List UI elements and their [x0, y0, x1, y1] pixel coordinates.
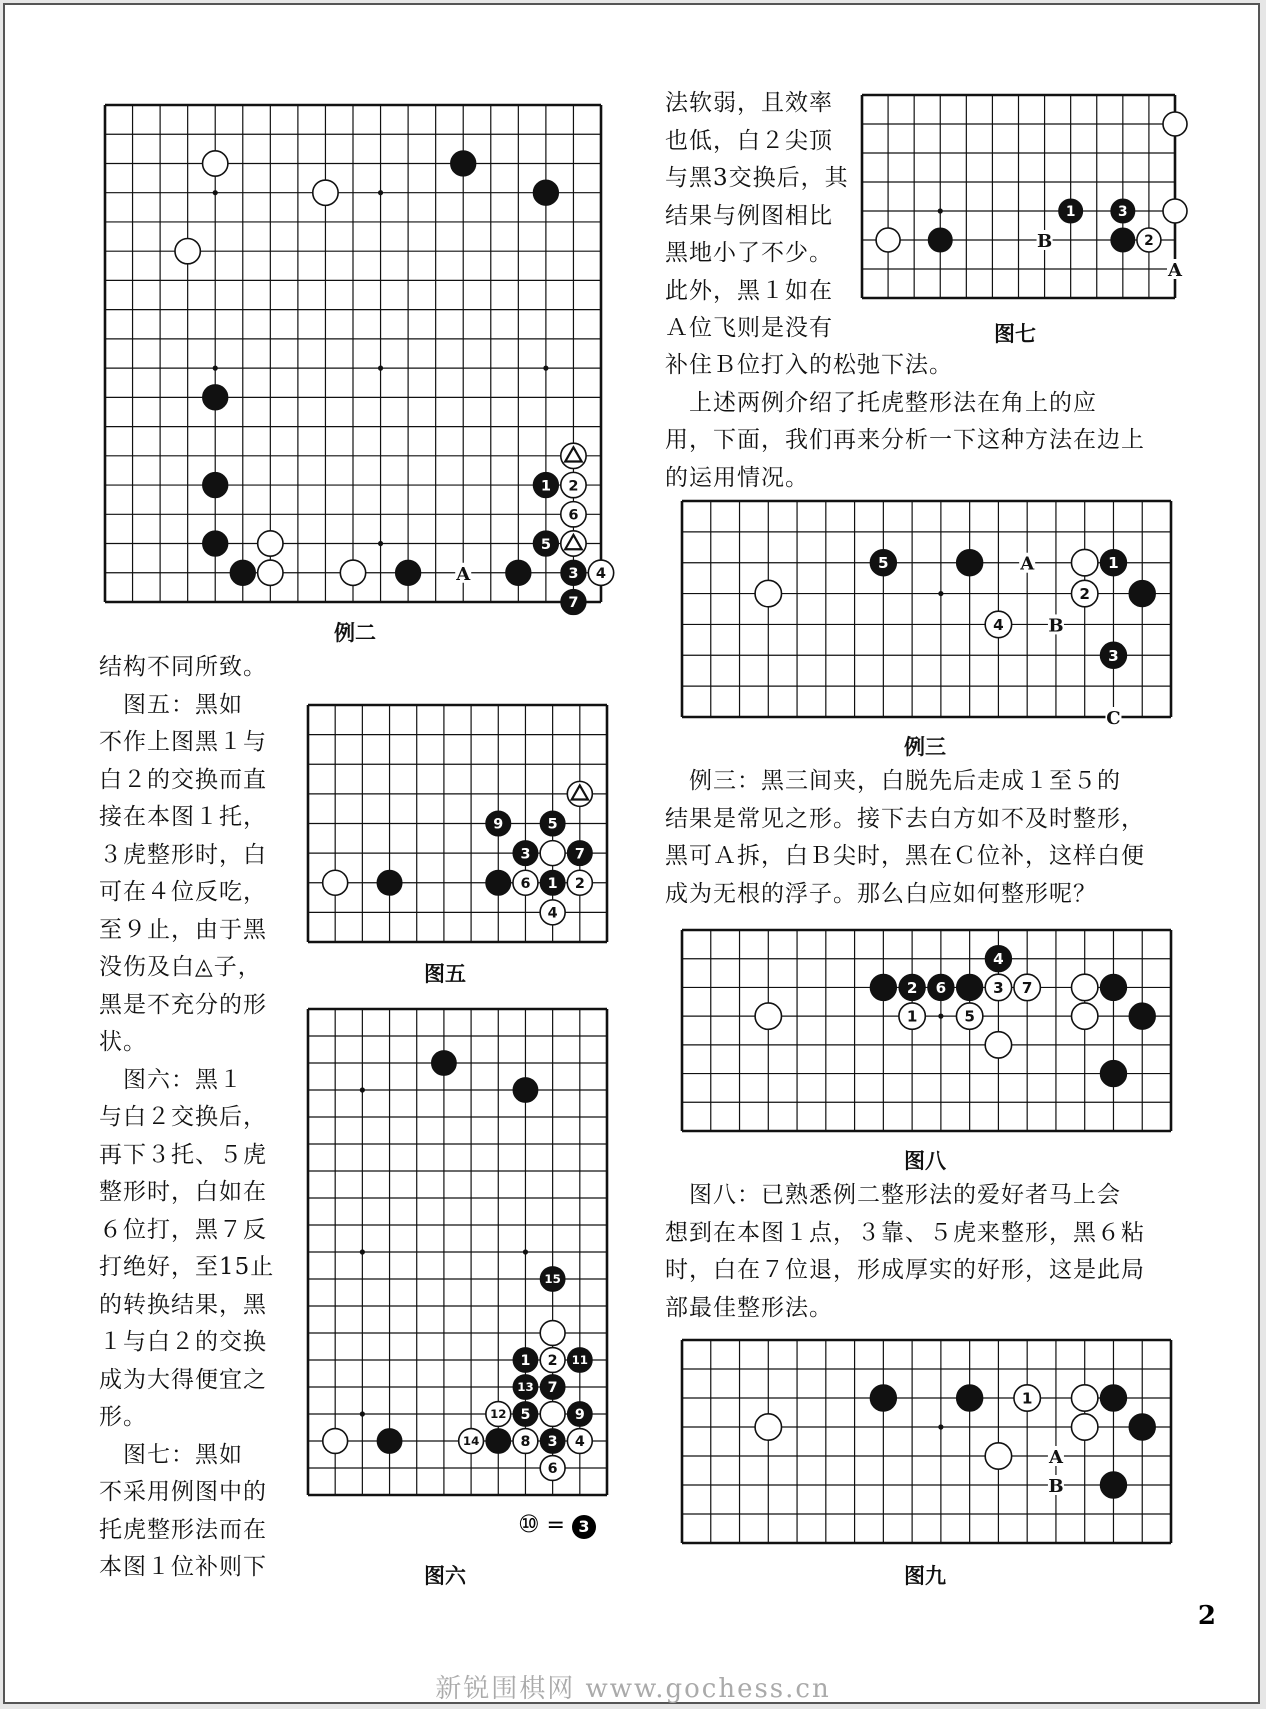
move-number: 9	[574, 1407, 585, 1424]
caption-figure-9: 图九	[904, 1564, 946, 1588]
diagram-figure-6	[308, 1009, 607, 1495]
text-line: 补住Ｂ位打入的松弛下法。	[665, 352, 953, 378]
black-stone	[928, 228, 952, 252]
move-number: 3	[1118, 203, 1128, 220]
black-stone	[230, 560, 255, 585]
text-line: 打绝好，至15止	[99, 1254, 275, 1280]
white-stone	[313, 180, 338, 205]
go-board	[862, 95, 1182, 298]
white-stone	[755, 1414, 781, 1440]
black-stone	[1100, 1385, 1126, 1411]
move-number: 13	[517, 1380, 534, 1395]
white-stone	[323, 870, 348, 895]
move-number: 3	[568, 565, 579, 583]
move-number: 2	[568, 477, 579, 495]
black-stone	[1100, 974, 1126, 1000]
diagram-figure-8	[682, 930, 1171, 1131]
move-number: 2	[547, 1353, 558, 1370]
text-line: 状。	[99, 1029, 147, 1055]
white-stone	[203, 151, 228, 176]
text-line: Ａ位飞则是没有	[665, 315, 833, 341]
text-line: 图八：已熟悉例二整形法的爱好者马上会	[665, 1182, 1121, 1208]
point-letter-a: A	[1020, 553, 1035, 575]
go-board	[308, 705, 607, 942]
white-stone	[1071, 974, 1097, 1000]
text-line: 白２的交换而直	[99, 766, 267, 793]
text-line: 托虎整形法而在	[99, 1516, 267, 1543]
black-stone	[506, 560, 531, 585]
move-number: 5	[547, 816, 558, 833]
text-line: 本图１位补则下	[99, 1554, 267, 1580]
text-example-3	[665, 763, 1145, 913]
go-board	[308, 1009, 607, 1495]
move-number: 7	[574, 846, 585, 863]
move-number: 1	[520, 1353, 531, 1370]
black-stone	[956, 1385, 982, 1411]
white-stone	[1071, 1414, 1097, 1440]
diagram-example-3	[682, 501, 1171, 729]
white-stone	[258, 531, 283, 556]
move-number: 1	[1021, 1389, 1033, 1408]
move-number: 4	[547, 905, 558, 922]
text-figure-8	[665, 1177, 1145, 1327]
text-line: 也低，白２尖顶	[665, 127, 833, 154]
text-left-column	[99, 649, 274, 1587]
text-line: 成为大得便宜之	[99, 1366, 267, 1393]
go-board	[682, 501, 1171, 729]
black-stone	[1100, 1472, 1126, 1498]
star-point	[938, 208, 943, 213]
caption-example-2: 例二	[334, 621, 376, 645]
text-line: 用，下面，我们再来分析一下这种方法在边上	[665, 427, 1145, 453]
diagram-example-2	[105, 105, 607, 612]
text-line: 接在本图１托，	[99, 804, 267, 830]
point-letter-b: B	[1048, 1476, 1064, 1497]
go-board	[105, 105, 607, 612]
caption-figure-8: 图八	[904, 1149, 946, 1173]
black-stone	[451, 151, 476, 176]
move-number: 11	[571, 1353, 589, 1368]
white-stone	[1163, 199, 1187, 223]
move-number: 8	[520, 1434, 531, 1451]
point-letter-c: C	[1106, 708, 1121, 729]
text-line: 结果与例图相比	[665, 202, 833, 229]
text-right-top	[665, 85, 849, 348]
text-line: 上述两例介绍了托虎整形法在角上的应	[665, 389, 1097, 416]
star-point	[378, 190, 383, 195]
diagram-figure-7	[862, 95, 1182, 298]
star-point	[360, 1249, 365, 1254]
text-line: 黑可Ａ拆，白Ｂ尖时，黑在Ｃ位补，这样白便	[665, 843, 1145, 869]
star-point	[543, 366, 548, 371]
text-line: 结果是常见之形。接下去白方如不及时整形，	[665, 805, 1145, 832]
text-line: 不作上图黑１与	[99, 729, 267, 755]
star-point	[213, 190, 218, 195]
move-number: 1	[1108, 554, 1119, 573]
move-number: 5	[540, 535, 551, 553]
black-stone	[395, 560, 420, 585]
white-stone	[540, 1321, 565, 1346]
move-number: 7	[1021, 978, 1033, 997]
black-stone	[1129, 580, 1155, 606]
black-stone	[1129, 1414, 1155, 1440]
text-line: 的转换结果，黑	[99, 1291, 267, 1318]
move-number: 14	[462, 1434, 480, 1449]
move-number: 1	[906, 1007, 918, 1026]
go-board	[682, 1340, 1171, 1543]
text-line: 想到在本图１点，３靠、５虎来整形，黑６粘	[665, 1219, 1145, 1246]
text-line: １与白２的交换	[99, 1329, 267, 1355]
move-number: 5	[964, 1007, 975, 1026]
move-number: 1	[547, 875, 558, 892]
move-number: 5	[878, 554, 889, 573]
text-line: 不采用例图中的	[99, 1479, 267, 1505]
black-stone	[203, 531, 228, 556]
star-point	[378, 541, 383, 546]
go-board	[682, 930, 1171, 1131]
move-number: 2	[574, 875, 585, 892]
point-letter-a: A	[1048, 1447, 1063, 1468]
star-point	[378, 366, 383, 371]
text-line: 至９止，由于黑	[99, 916, 267, 943]
black-stone	[1100, 1060, 1126, 1086]
text-line: 与白２交换后，	[99, 1104, 267, 1130]
move-number: 6	[568, 506, 579, 524]
star-point	[938, 1424, 943, 1429]
white-stone	[876, 228, 900, 252]
text-line: 例三：黑三间夹，白脱先后走成１至５的	[665, 768, 1121, 794]
move-number: 4	[595, 565, 607, 583]
move-number: 7	[547, 1380, 558, 1397]
move-number: 4	[993, 950, 1004, 969]
black-stone	[533, 180, 558, 205]
star-point	[213, 366, 218, 371]
caption-figure-7: 图七	[994, 322, 1036, 346]
white-stone	[1071, 1003, 1097, 1029]
black-stone	[203, 385, 228, 410]
move-number: 3	[520, 846, 531, 863]
black-stone	[1111, 228, 1135, 252]
move-number: 1	[1065, 203, 1076, 220]
white-stone	[985, 1443, 1011, 1469]
move-number: 6	[520, 875, 531, 892]
star-point	[938, 1014, 943, 1019]
text-line: 黑地小了不少。	[665, 240, 833, 266]
text-line: 成为无根的浮子。那么白应如何整形呢？	[665, 880, 1097, 907]
point-letter-b: B	[1048, 615, 1064, 637]
black-stone	[956, 974, 982, 1000]
white-stone	[755, 1003, 781, 1029]
star-point	[523, 1249, 528, 1254]
move-number: 4	[574, 1434, 585, 1451]
black-stone	[203, 472, 228, 497]
black-stone	[870, 974, 896, 1000]
note-equals: =	[546, 1513, 565, 1538]
text-line: 整形时，白如在	[99, 1179, 267, 1205]
text-line: 法软弱，且效率	[665, 90, 833, 116]
move-number: 7	[568, 594, 579, 612]
move-number: 15	[544, 1272, 561, 1287]
move-number: 3	[1108, 646, 1119, 665]
black-stone	[377, 870, 402, 895]
move-number: 5	[520, 1407, 531, 1424]
move-number: 6	[547, 1461, 558, 1478]
point-letter-b: B	[1036, 231, 1053, 252]
text-right-middle	[665, 347, 1145, 497]
move-number: 12	[490, 1407, 507, 1422]
move-number: 3	[993, 978, 1004, 997]
text-line: ３虎整形时，白	[99, 841, 267, 868]
diagram-figure-9	[682, 1340, 1171, 1543]
white-stone	[985, 1032, 1011, 1058]
black-stone	[1129, 1003, 1155, 1029]
text-line: 再下３托、５虎	[99, 1141, 267, 1168]
text-line: 图五：黑如	[99, 691, 243, 718]
black-stone	[956, 549, 982, 575]
black-stone	[513, 1078, 538, 1103]
note-white-10: ⑩	[518, 1510, 540, 1538]
text-line: 可在４位反吃，	[99, 879, 267, 905]
move-number: 4	[993, 615, 1004, 634]
text-line: 时，白在７位退，形成厚实的好形，这是此局	[665, 1257, 1145, 1283]
star-point	[938, 591, 943, 596]
caption-figure-5: 图五	[424, 962, 466, 986]
move-number: 1	[540, 477, 551, 495]
white-stone	[1163, 112, 1187, 136]
watermark: 新锐围棋网 www.gochess.cn	[435, 1674, 831, 1704]
white-stone	[1071, 1385, 1097, 1411]
white-stone	[755, 580, 781, 606]
white-stone	[175, 239, 200, 264]
move-number: 2	[906, 978, 918, 997]
text-line: 的运用情况。	[665, 464, 809, 491]
page-number: 2	[1197, 1601, 1216, 1631]
text-line: 部最佳整形法。	[665, 1294, 833, 1321]
star-point	[360, 1411, 365, 1416]
white-stone	[540, 841, 565, 866]
star-point	[360, 1087, 365, 1092]
text-line: 黑是不充分的形	[99, 991, 267, 1018]
move-number: 9	[493, 816, 504, 833]
caption-figure-6: 图六	[424, 1564, 466, 1588]
text-line: 形。	[99, 1404, 147, 1430]
caption-example-3: 例三	[904, 735, 946, 759]
book-page	[3, 3, 1260, 1704]
black-stone	[431, 1051, 456, 1076]
black-stone	[870, 1385, 896, 1411]
point-letter-a: A	[456, 563, 471, 585]
move-number: 6	[935, 978, 947, 997]
point-letter-a: A	[1168, 260, 1182, 281]
text-line: 图六：黑１	[99, 1066, 243, 1093]
white-stone	[1071, 549, 1097, 575]
black-stone	[377, 1429, 402, 1454]
text-line: 没伤及白◬子，	[99, 954, 262, 980]
note-black-3: 3	[572, 1515, 596, 1539]
text-line: ６位打，黑７反	[99, 1216, 267, 1243]
text-line: 图七：黑如	[99, 1441, 243, 1468]
text-line: 此外，黑１如在	[665, 277, 833, 304]
text-line: 结构不同所致。	[99, 654, 267, 680]
diagram-figure-5	[308, 705, 607, 942]
white-stone	[258, 560, 283, 585]
move-number: 2	[1144, 232, 1154, 249]
move-number: 3	[547, 1434, 558, 1451]
white-stone	[540, 1402, 565, 1427]
text-line: 与黑3交换后，其	[665, 165, 849, 191]
capture-note	[518, 1510, 596, 1539]
white-stone	[340, 560, 365, 585]
move-number: 2	[1079, 585, 1091, 604]
black-stone	[486, 870, 511, 895]
white-stone	[323, 1429, 348, 1454]
black-stone	[486, 1429, 511, 1454]
